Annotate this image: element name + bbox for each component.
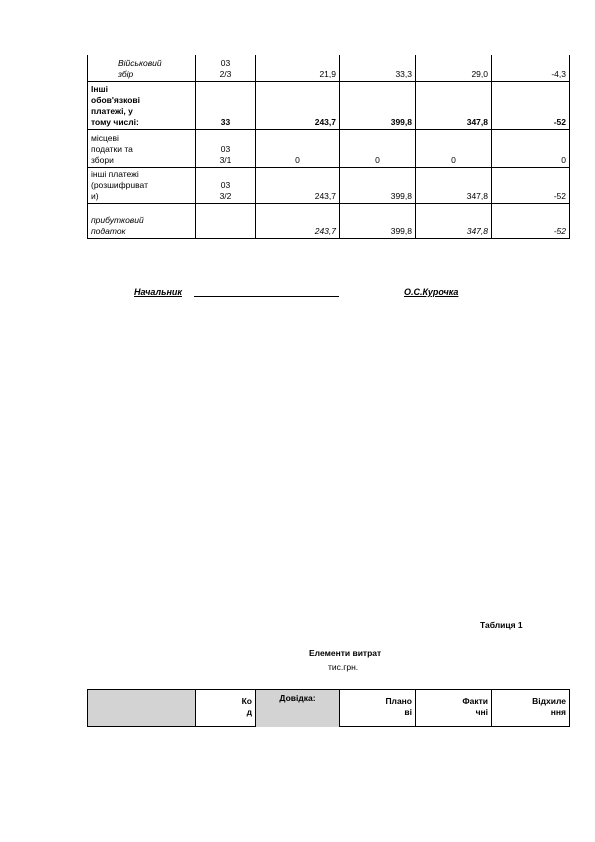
table-row xyxy=(88,55,570,81)
header-fact-line: чні xyxy=(475,707,488,717)
row-value: 399,8 xyxy=(340,167,416,203)
row-value: 347,8 xyxy=(416,167,492,203)
table-header-row xyxy=(88,690,570,727)
revenue-table xyxy=(87,55,570,239)
row-value: 0 xyxy=(492,129,570,167)
header-fact-cell xyxy=(416,690,492,727)
row-value: 243,7 xyxy=(256,203,340,238)
row-name-line: податки та xyxy=(91,143,133,154)
row-value: 33,3 xyxy=(340,55,416,81)
header-dovidka-cell: Довідка: xyxy=(256,690,340,727)
units-label: тис.грн. xyxy=(328,662,359,672)
row-value: 399,8 xyxy=(340,81,416,129)
signature-name: О.С.Курочка xyxy=(404,287,459,297)
table-number-label: Таблиця 1 xyxy=(480,620,523,630)
row-name-line: и) xyxy=(91,190,99,201)
table-row xyxy=(88,81,570,129)
row-value: 347,8 xyxy=(416,81,492,129)
row-name-line: Інші xyxy=(91,83,108,94)
row-name-line: (розшифрuват xyxy=(91,179,148,190)
row-code xyxy=(196,129,256,167)
header-plan-line: Плано xyxy=(385,696,412,706)
row-name-line: місцеві xyxy=(91,132,119,143)
header-code-line: Ко xyxy=(241,696,252,706)
row-value: 243,7 xyxy=(256,167,340,203)
row-value: 0 xyxy=(340,129,416,167)
table-row xyxy=(88,167,570,203)
row-name-line: обов'язкові xyxy=(91,94,140,105)
row-code xyxy=(196,55,256,81)
header-code-line: д xyxy=(246,707,252,717)
row-value: 399,8 xyxy=(340,203,416,238)
row-value: -52 xyxy=(492,81,570,129)
row-code xyxy=(196,203,256,238)
row-name xyxy=(88,81,196,129)
header-deviation-line: ння xyxy=(550,707,566,717)
row-value: -4,3 xyxy=(492,55,570,81)
row-code-line: 2/3 xyxy=(219,68,232,79)
row-value: 0 xyxy=(256,129,340,167)
header-deviation-cell xyxy=(492,690,570,727)
row-name xyxy=(88,167,196,203)
signature-line xyxy=(194,296,339,297)
row-name-line: прибутковий xyxy=(91,214,144,225)
row-value: 347,8 xyxy=(416,203,492,238)
row-name xyxy=(88,129,196,167)
signature-title: Начальник xyxy=(134,287,182,297)
row-code-line: 3/1 xyxy=(219,154,232,165)
header-name-cell xyxy=(88,690,196,727)
row-code xyxy=(196,167,256,203)
expense-elements-table xyxy=(87,689,570,727)
row-name-line: податок xyxy=(91,225,126,236)
row-name-line: Військовий xyxy=(118,57,162,68)
section-title: Елементи витрат xyxy=(309,648,382,658)
row-value: 243,7 xyxy=(256,81,340,129)
row-code-line: 03 xyxy=(220,179,231,190)
header-plan-line: ві xyxy=(404,707,412,717)
header-fact-line: Факти xyxy=(462,696,488,706)
row-name-line: платежі, у xyxy=(91,105,133,116)
row-name xyxy=(88,203,196,238)
header-plan-cell xyxy=(340,690,416,727)
row-value: 29,0 xyxy=(416,55,492,81)
table-row xyxy=(88,203,570,238)
row-code-line: 3/2 xyxy=(219,190,232,201)
header-code-cell xyxy=(196,690,256,727)
table-row xyxy=(88,129,570,167)
row-code: 33 xyxy=(196,81,256,129)
header-deviation-line: Відхиле xyxy=(532,696,566,706)
row-name-line: збори xyxy=(91,154,114,165)
row-name xyxy=(88,55,196,81)
row-value: -52 xyxy=(492,167,570,203)
row-code-line: 03 xyxy=(220,57,231,68)
row-name-line: збір xyxy=(118,68,134,79)
row-value: 21,9 xyxy=(256,55,340,81)
row-value: -52 xyxy=(492,203,570,238)
row-name-line: інші платежі xyxy=(91,168,139,179)
row-code-line: 03 xyxy=(220,143,231,154)
row-value: 0 xyxy=(416,129,492,167)
row-name-line: тому числі: xyxy=(91,116,139,127)
